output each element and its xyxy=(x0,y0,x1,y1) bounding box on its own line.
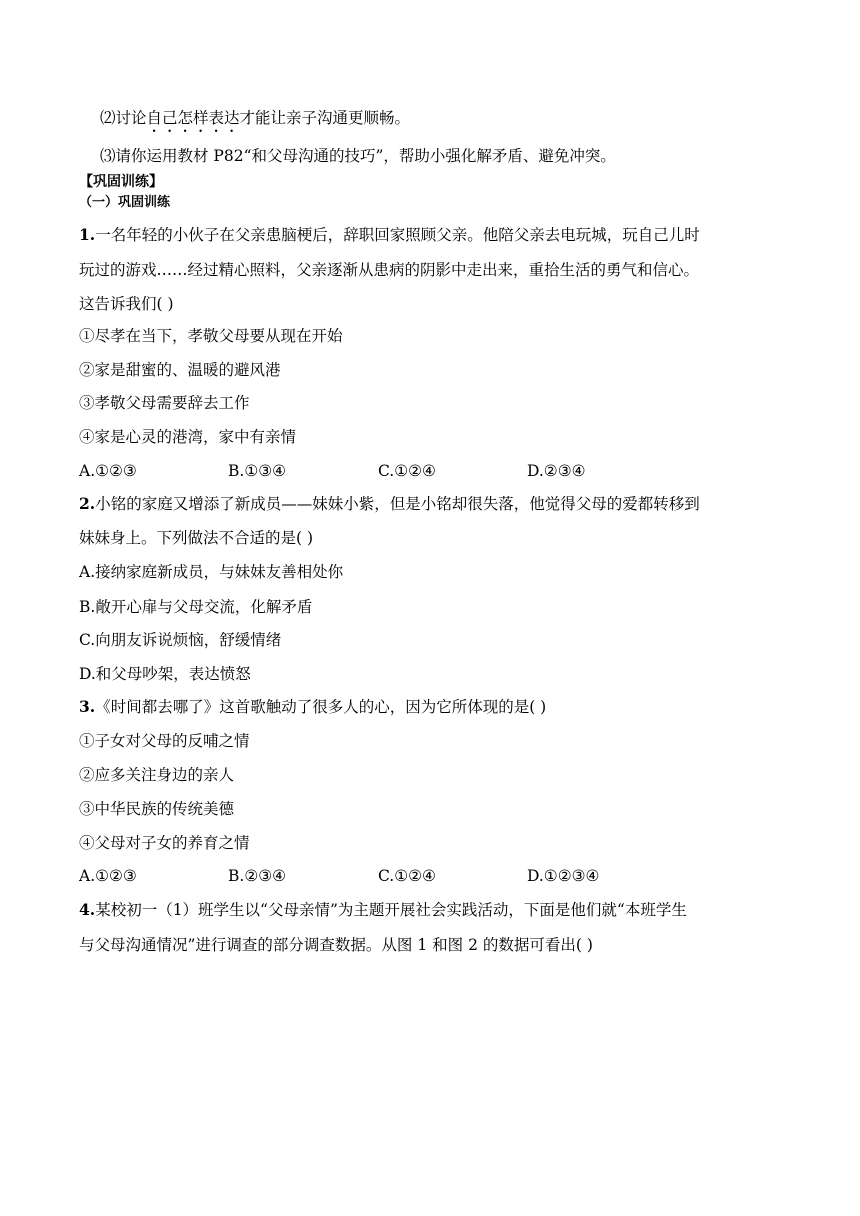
question-2-choice-b: B.敞开心扉与父母交流，化解矛盾 xyxy=(79,598,313,616)
question-4-number: 4. xyxy=(79,900,96,919)
question-3-statement: ①子女对父母的反哺之情 xyxy=(79,732,250,750)
question-1-statement: ③孝敬父母需要辞去工作 xyxy=(79,394,250,412)
question-3-option-a: A.①②③ xyxy=(79,867,137,885)
question-2-line-2: 妹妹身上。下列做法不合适的是( ) xyxy=(79,529,314,547)
question-4-text-1: 某校初一（1）班学生以“父母亲情”为主题开展社会实践活动，下面是他们就“本班学生 xyxy=(95,901,687,919)
question-1-option-a: A.①②③ xyxy=(79,462,137,480)
section-subtitle: （一）巩固训练 xyxy=(79,195,171,210)
question-2-choice-a: A.接纳家庭新成员，与妹妹友善相处你 xyxy=(79,563,344,581)
discussion-item-2-suffix: 才能让亲子沟通更顺畅。 xyxy=(239,109,411,127)
question-1-number: 1. xyxy=(79,225,96,244)
question-1-statement: ④家是心灵的港湾，家中有亲情 xyxy=(79,428,297,446)
question-4-line-1 xyxy=(79,900,687,920)
question-4-line-2: 与父母沟通情况”进行调查的部分调查数据。从图 1 和图 2 的数据可看出( ) xyxy=(79,936,593,954)
question-3-text-1: 《时间都去哪了》这首歌触动了很多人的心，因为它所体现的是( ) xyxy=(95,698,547,716)
discussion-item-2 xyxy=(100,108,410,136)
question-3-line-1 xyxy=(79,697,546,717)
discussion-item-3: ⑶请你运用教材 P82“和父母沟通的技巧”，帮助小强化解矛盾、避免冲突。 xyxy=(100,147,616,165)
question-3-number: 3. xyxy=(79,697,96,716)
section-title: 【巩固训练】 xyxy=(79,174,163,190)
discussion-item-2-prefix: ⑵讨论 xyxy=(100,109,147,127)
question-3-option-c: C.①②④ xyxy=(378,867,436,885)
question-1-line-2: 玩过的游戏……经过精心照料，父亲逐渐从患病的阴影中走出来，重拾生活的勇气和信心。 xyxy=(79,261,700,279)
question-1-text-1: 一名年轻的小伙子在父亲患脑梗后，辞职回家照顾父亲。他陪父亲去电玩城，玩自己儿时 xyxy=(95,226,700,244)
question-1-statement: ②家是甜蜜的、温暖的避风港 xyxy=(79,361,281,379)
question-1-option-d: D.②③④ xyxy=(527,462,586,480)
question-2-text-1: 小铭的家庭又增添了新成员——妹妹小紫，但是小铭却很失落，他觉得父母的爱都转移到 xyxy=(95,495,700,513)
question-2-line-1 xyxy=(79,494,700,514)
question-1-line-3: 这告诉我们( ) xyxy=(79,295,174,313)
question-3-statement: ②应多关注身边的亲人 xyxy=(79,766,235,784)
question-1-statement: ①尽孝在当下，孝敬父母要从现在开始 xyxy=(79,327,343,345)
question-2-number: 2. xyxy=(79,494,96,513)
question-1-option-c: C.①②④ xyxy=(378,462,436,480)
question-1-option-b: B.①③④ xyxy=(228,462,287,480)
emphasized-phrase: 自己怎样表达 xyxy=(146,109,240,127)
question-3-statement: ③中华民族的传统美德 xyxy=(79,800,235,818)
question-2-choice-c: C.向朋友诉说烦恼，舒缓情绪 xyxy=(79,631,282,649)
question-1-line-1 xyxy=(79,225,700,245)
question-3-option-d: D.①②③④ xyxy=(527,867,600,885)
question-3-option-b: B.②③④ xyxy=(228,867,287,885)
question-3-statement: ④父母对子女的养育之情 xyxy=(79,834,250,852)
question-2-choice-d: D.和父母吵架，表达愤怒 xyxy=(79,665,251,683)
